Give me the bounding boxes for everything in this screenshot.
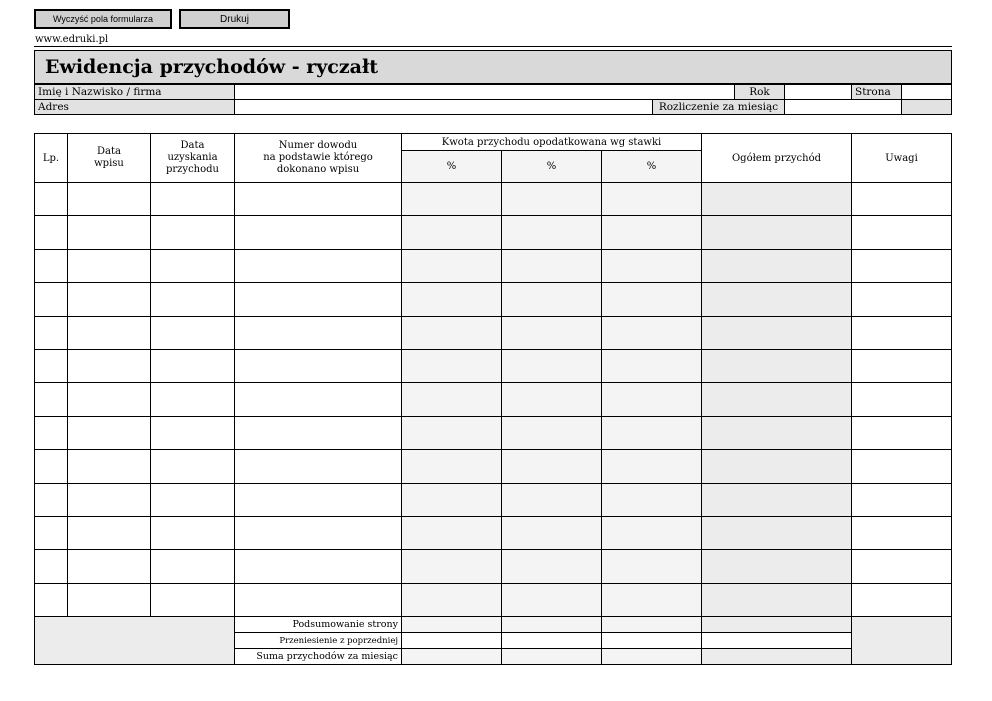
table-cell[interactable] bbox=[235, 450, 402, 483]
table-cell[interactable] bbox=[35, 183, 68, 216]
table-cell[interactable] bbox=[702, 216, 852, 249]
table-cell[interactable] bbox=[35, 249, 68, 282]
table-cell[interactable] bbox=[35, 216, 68, 249]
table-cell[interactable] bbox=[235, 283, 402, 316]
table-cell[interactable] bbox=[602, 283, 702, 316]
summary-cell[interactable] bbox=[502, 617, 602, 633]
table-cell[interactable] bbox=[35, 583, 68, 616]
table-cell[interactable] bbox=[602, 349, 702, 382]
table-row bbox=[35, 550, 952, 583]
table-cell[interactable] bbox=[68, 483, 151, 516]
col-lp: Lp. bbox=[35, 134, 68, 183]
table-cell[interactable] bbox=[852, 316, 952, 349]
table-cell[interactable] bbox=[852, 249, 952, 282]
table-cell[interactable] bbox=[602, 183, 702, 216]
page-field[interactable] bbox=[901, 84, 952, 100]
table-cell[interactable] bbox=[35, 383, 68, 416]
table-cell[interactable] bbox=[402, 316, 502, 349]
table-cell[interactable] bbox=[502, 483, 602, 516]
table-cell[interactable] bbox=[702, 583, 852, 616]
table-cell[interactable] bbox=[235, 550, 402, 583]
col-income-date: Data uzyskania przychodu bbox=[151, 134, 235, 183]
month-extra-field[interactable] bbox=[901, 99, 952, 115]
table-cell[interactable] bbox=[235, 483, 402, 516]
table-cell[interactable] bbox=[151, 316, 235, 349]
table-row bbox=[35, 450, 952, 483]
table-cell[interactable] bbox=[502, 183, 602, 216]
table-cell[interactable] bbox=[502, 283, 602, 316]
table-cell[interactable] bbox=[502, 450, 602, 483]
summary-blank bbox=[35, 617, 235, 665]
table-cell[interactable] bbox=[852, 583, 952, 616]
table-row bbox=[35, 416, 952, 449]
table-cell[interactable] bbox=[852, 283, 952, 316]
table-cell[interactable] bbox=[702, 516, 852, 549]
site-link[interactable]: www.edruki.pl bbox=[35, 34, 109, 45]
table-cell[interactable] bbox=[602, 216, 702, 249]
table-cell[interactable] bbox=[235, 416, 402, 449]
table-cell[interactable] bbox=[151, 450, 235, 483]
table-cell[interactable] bbox=[68, 283, 151, 316]
col-entry-date: Data wpisu bbox=[68, 134, 151, 183]
table-cell[interactable] bbox=[502, 416, 602, 449]
table-cell[interactable] bbox=[235, 183, 402, 216]
table-cell[interactable] bbox=[502, 516, 602, 549]
table-cell[interactable] bbox=[151, 249, 235, 282]
rate-3-header[interactable]: % bbox=[602, 151, 702, 183]
table-cell[interactable] bbox=[151, 483, 235, 516]
table-cell[interactable] bbox=[502, 583, 602, 616]
table-cell[interactable] bbox=[151, 216, 235, 249]
table-cell[interactable] bbox=[852, 349, 952, 382]
summary-cell[interactable] bbox=[702, 649, 852, 665]
table-cell[interactable] bbox=[702, 416, 852, 449]
table-cell[interactable] bbox=[402, 349, 502, 382]
table-cell[interactable] bbox=[852, 516, 952, 549]
rate-1-header[interactable]: % bbox=[402, 151, 502, 183]
table-cell[interactable] bbox=[235, 583, 402, 616]
table-row bbox=[35, 349, 952, 382]
table-cell[interactable] bbox=[235, 216, 402, 249]
table-cell[interactable] bbox=[702, 183, 852, 216]
table-cell[interactable] bbox=[402, 383, 502, 416]
table-cell[interactable] bbox=[151, 283, 235, 316]
table-cell[interactable] bbox=[502, 349, 602, 382]
table-cell[interactable] bbox=[151, 383, 235, 416]
table-cell[interactable] bbox=[502, 383, 602, 416]
table-cell[interactable] bbox=[702, 316, 852, 349]
table-cell[interactable] bbox=[68, 316, 151, 349]
table-cell[interactable] bbox=[68, 383, 151, 416]
table-cell[interactable] bbox=[35, 316, 68, 349]
table-row bbox=[35, 249, 952, 282]
summary-cell[interactable] bbox=[602, 633, 702, 649]
income-table bbox=[34, 133, 952, 665]
table-cell[interactable] bbox=[702, 550, 852, 583]
table-cell[interactable] bbox=[151, 349, 235, 382]
table-cell[interactable] bbox=[235, 516, 402, 549]
col-proof: Numer dowodu na podstawie którego dokonano wpisu bbox=[235, 134, 402, 183]
name-field[interactable] bbox=[234, 84, 735, 100]
table-cell[interactable] bbox=[602, 316, 702, 349]
address-label: Adres bbox=[34, 99, 235, 115]
table-cell[interactable] bbox=[402, 283, 502, 316]
summary-cell[interactable] bbox=[502, 649, 602, 665]
table-cell[interactable] bbox=[68, 550, 151, 583]
summary-cell[interactable] bbox=[702, 617, 852, 633]
table-cell[interactable] bbox=[602, 516, 702, 549]
table-cell[interactable] bbox=[235, 383, 402, 416]
summary-prev-label: Przeniesienie z poprzedniej bbox=[235, 633, 402, 649]
divider bbox=[34, 46, 952, 47]
table-cell[interactable] bbox=[402, 249, 502, 282]
page-label: Strona bbox=[851, 84, 902, 100]
table-cell[interactable] bbox=[235, 316, 402, 349]
table-cell[interactable] bbox=[35, 283, 68, 316]
table-cell[interactable] bbox=[35, 483, 68, 516]
table-cell[interactable] bbox=[602, 483, 702, 516]
table-cell[interactable] bbox=[602, 249, 702, 282]
table-cell[interactable] bbox=[502, 249, 602, 282]
table-cell[interactable] bbox=[68, 183, 151, 216]
table-cell[interactable] bbox=[602, 450, 702, 483]
table-cell[interactable] bbox=[151, 583, 235, 616]
table-cell[interactable] bbox=[402, 183, 502, 216]
table-cell[interactable] bbox=[852, 483, 952, 516]
table-cell[interactable] bbox=[602, 583, 702, 616]
summary-cell[interactable] bbox=[402, 633, 502, 649]
table-cell[interactable] bbox=[151, 516, 235, 549]
table-cell[interactable] bbox=[852, 550, 952, 583]
table-cell[interactable] bbox=[852, 183, 952, 216]
table-cell[interactable] bbox=[852, 216, 952, 249]
table-cell[interactable] bbox=[602, 383, 702, 416]
table-cell[interactable] bbox=[68, 249, 151, 282]
rate-2-header[interactable]: % bbox=[502, 151, 602, 183]
summary-cell[interactable] bbox=[602, 649, 702, 665]
table-row bbox=[35, 516, 952, 549]
table-cell[interactable] bbox=[402, 550, 502, 583]
table-cell[interactable] bbox=[502, 550, 602, 583]
table-row bbox=[35, 583, 952, 616]
table-cell[interactable] bbox=[702, 383, 852, 416]
table-cell[interactable] bbox=[402, 516, 502, 549]
summary-page-label: Podsumowanie strony bbox=[235, 617, 402, 633]
table-cell[interactable] bbox=[852, 383, 952, 416]
table-row bbox=[35, 216, 952, 249]
table-cell[interactable] bbox=[402, 583, 502, 616]
table-cell[interactable] bbox=[402, 483, 502, 516]
address-field[interactable] bbox=[234, 99, 653, 115]
table-row bbox=[35, 183, 952, 216]
summary-cell[interactable] bbox=[402, 617, 502, 633]
table-cell[interactable] bbox=[68, 216, 151, 249]
table-cell[interactable] bbox=[68, 416, 151, 449]
table-cell[interactable] bbox=[35, 550, 68, 583]
table-cell[interactable] bbox=[702, 349, 852, 382]
table-cell[interactable] bbox=[402, 416, 502, 449]
table-cell[interactable] bbox=[151, 416, 235, 449]
table-cell[interactable] bbox=[402, 450, 502, 483]
name-label: Imię i Nazwisko / firma bbox=[34, 84, 235, 100]
table-row bbox=[35, 383, 952, 416]
table-cell[interactable] bbox=[502, 316, 602, 349]
clear-form-button[interactable]: Wyczyść pola formularza bbox=[34, 9, 172, 29]
table-cell[interactable] bbox=[35, 416, 68, 449]
table-row bbox=[35, 483, 952, 516]
summary-month-label: Suma przychodów za miesiąc bbox=[235, 649, 402, 665]
table-cell[interactable] bbox=[402, 216, 502, 249]
summary-cell[interactable] bbox=[602, 617, 702, 633]
col-total: Ogółem przychód bbox=[702, 134, 852, 183]
table-cell[interactable] bbox=[602, 416, 702, 449]
table-cell[interactable] bbox=[68, 583, 151, 616]
year-field[interactable] bbox=[784, 84, 852, 100]
table-cell[interactable] bbox=[502, 216, 602, 249]
summary-notes-blank bbox=[852, 617, 952, 665]
table-cell[interactable] bbox=[68, 516, 151, 549]
summary-cell[interactable] bbox=[702, 633, 852, 649]
table-cell[interactable] bbox=[151, 550, 235, 583]
table-cell[interactable] bbox=[235, 249, 402, 282]
table-cell[interactable] bbox=[235, 349, 402, 382]
table-cell[interactable] bbox=[852, 416, 952, 449]
table-cell[interactable] bbox=[35, 450, 68, 483]
summary-cell[interactable] bbox=[502, 633, 602, 649]
table-cell[interactable] bbox=[602, 550, 702, 583]
col-notes: Uwagi bbox=[852, 134, 952, 183]
month-label: Rozliczenie za miesiąc bbox=[652, 99, 785, 115]
col-rate-group: Kwota przychodu opodatkowana wg stawki bbox=[402, 134, 702, 151]
table-cell[interactable] bbox=[68, 349, 151, 382]
table-cell[interactable] bbox=[852, 450, 952, 483]
table-row bbox=[35, 316, 952, 349]
table-cell[interactable] bbox=[35, 349, 68, 382]
month-field[interactable] bbox=[784, 99, 902, 115]
summary-cell[interactable] bbox=[402, 649, 502, 665]
table-cell[interactable] bbox=[68, 450, 151, 483]
form-title: Ewidencja przychodów - ryczałt bbox=[34, 50, 952, 84]
table-cell[interactable] bbox=[702, 483, 852, 516]
table-cell[interactable] bbox=[702, 283, 852, 316]
table-cell[interactable] bbox=[35, 516, 68, 549]
print-button[interactable]: Drukuj bbox=[179, 9, 290, 29]
table-row bbox=[35, 283, 952, 316]
table-cell[interactable] bbox=[702, 249, 852, 282]
table-cell[interactable] bbox=[702, 450, 852, 483]
year-label: Rok bbox=[734, 84, 785, 100]
table-cell[interactable] bbox=[151, 183, 235, 216]
